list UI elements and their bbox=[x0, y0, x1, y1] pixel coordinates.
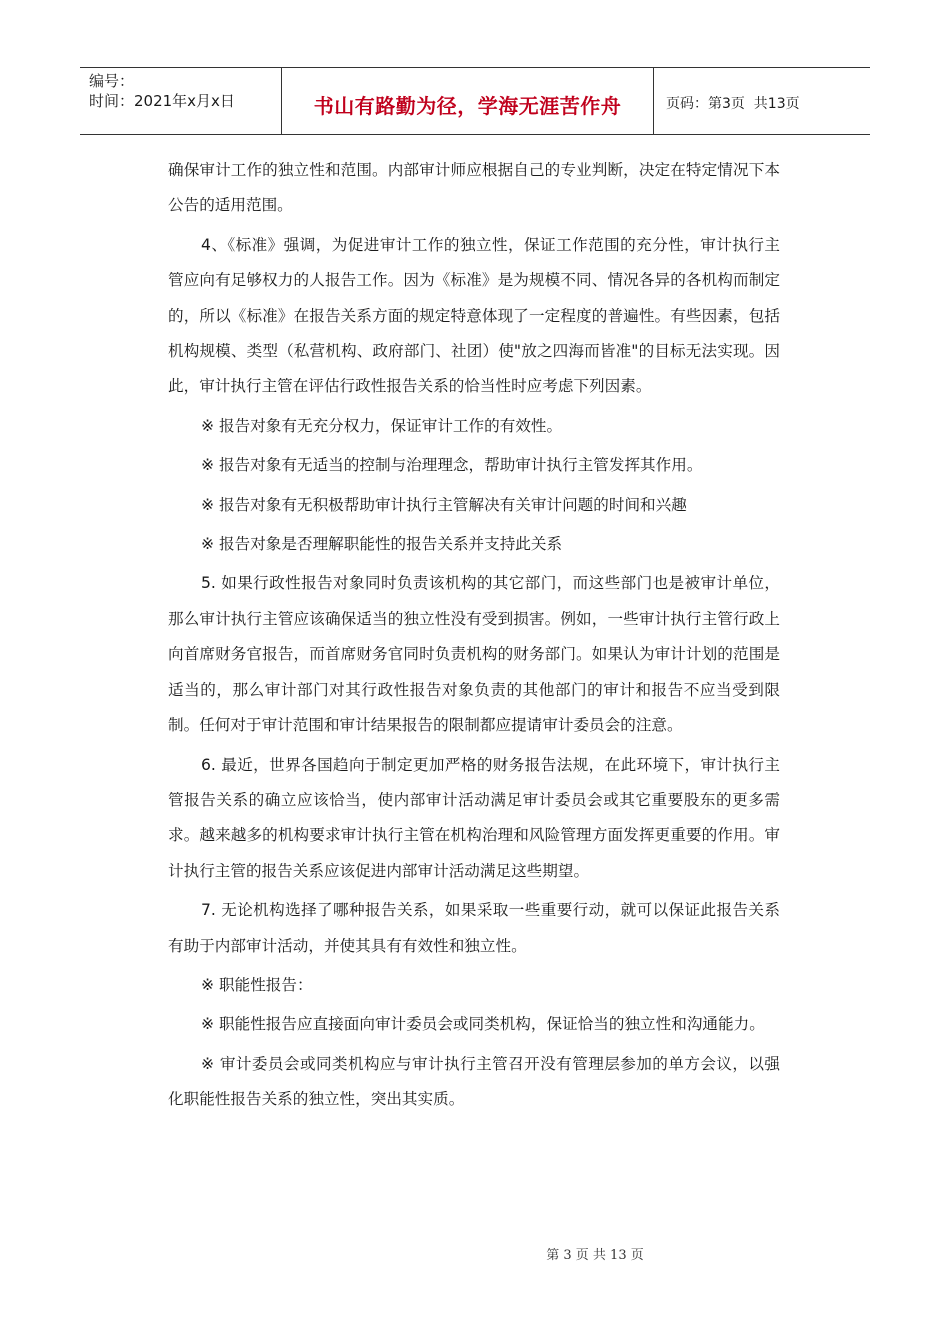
paragraph: 6. 最近，世界各国趋向于制定更加严格的财务报告法规，在此环境下，审计执行主管报告关系的确立应该恰当，使内部审计活动满足审计委员会或其它重要股东的更多需求。越来越多的机构要求审计执行主管在机构治理和风险管理方面发挥更重要的作用。审计执行主管的报告关系应该促进内部审计活动满足这些期望。 bbox=[168, 755, 780, 880]
bullet-item: ※ 报告对象有无适当的控制与治理理念，帮助审计执行主管发挥其作用。 bbox=[201, 456, 703, 475]
document-body bbox=[168, 153, 780, 1118]
bullet-item: ※ 报告对象有无积极帮助审计执行主管解决有关审计问题的时间和兴趣 bbox=[201, 495, 687, 514]
paragraph: 7. 无论机构选择了哪种报告关系，如果采取一些重要行动，就可以保证此报告关系有助于内部审计活动，并使其具有有效性和独立性。 bbox=[168, 901, 780, 955]
paragraph: 4、《标准》强调，为促进审计工作的独立性，保证工作范围的充分性，审计执行主管应向有足够权力的人报告工作。因为《标准》是为规模不同、情况各异的各机构而制定的，所以《标准》在报告关系方面的规定特意体现了一定程度的普遍性。有些因素，包括机构规模、类型（私营机构、政府部门、社团）使"放之四海而皆准"的目标无法实现。因此，审计执行主管在评估行政性报告关系的恰当性时应考虑下列因素。 bbox=[168, 235, 780, 396]
header-motto: 书山有路勤为径，学海无涯苦作舟 bbox=[282, 68, 654, 134]
page-footer: 第 3 页 共 13 页 bbox=[546, 1248, 644, 1263]
bullet-item: ※ 报告对象有无充分权力，保证审计工作的有效性。 bbox=[201, 416, 563, 435]
bullet-item: ※ 职能性报告应直接面向审计委员会或同类机构，保证恰当的独立性和沟通能力。 bbox=[201, 1015, 765, 1034]
document-number-label: 编号： bbox=[89, 72, 135, 90]
page-header bbox=[80, 67, 870, 135]
bullet-item: ※ 报告对象是否理解职能性的报告关系并支持此关系 bbox=[201, 535, 563, 554]
document-date: 时间：2021年x月x日 bbox=[89, 92, 235, 110]
paragraph: 确保审计工作的独立性和范围。内部审计师应根据自己的专业判断，决定在特定情况下本公告的适用范围。 bbox=[168, 161, 780, 215]
header-meta bbox=[80, 68, 282, 134]
header-page-info: 页码：第3页 共13页 bbox=[666, 96, 800, 112]
bullet-item: ※ 审计委员会或同类机构应与审计执行主管召开没有管理层参加的单方会议，以强化职能性报告关系的独立性，突出其实质。 bbox=[168, 1054, 780, 1109]
paragraph: 5. 如果行政性报告对象同时负责该机构的其它部门，而这些部门也是被审计单位，那么审计执行主管应该确保适当的独立性没有受到损害。例如，一些审计执行主管行政上向首席财务官报告，而首席财务官同时负责机构的财务部门。如果认为审计计划的范围是适当的，那么审计部门对其行政性报告对象负责的其他部门的审计和报告不应当受到限制。任何对于审计范围和审计结果报告的限制都应提请审计委员会的注意。 bbox=[168, 574, 780, 735]
bullet-item: ※ 职能性报告： bbox=[201, 975, 313, 994]
